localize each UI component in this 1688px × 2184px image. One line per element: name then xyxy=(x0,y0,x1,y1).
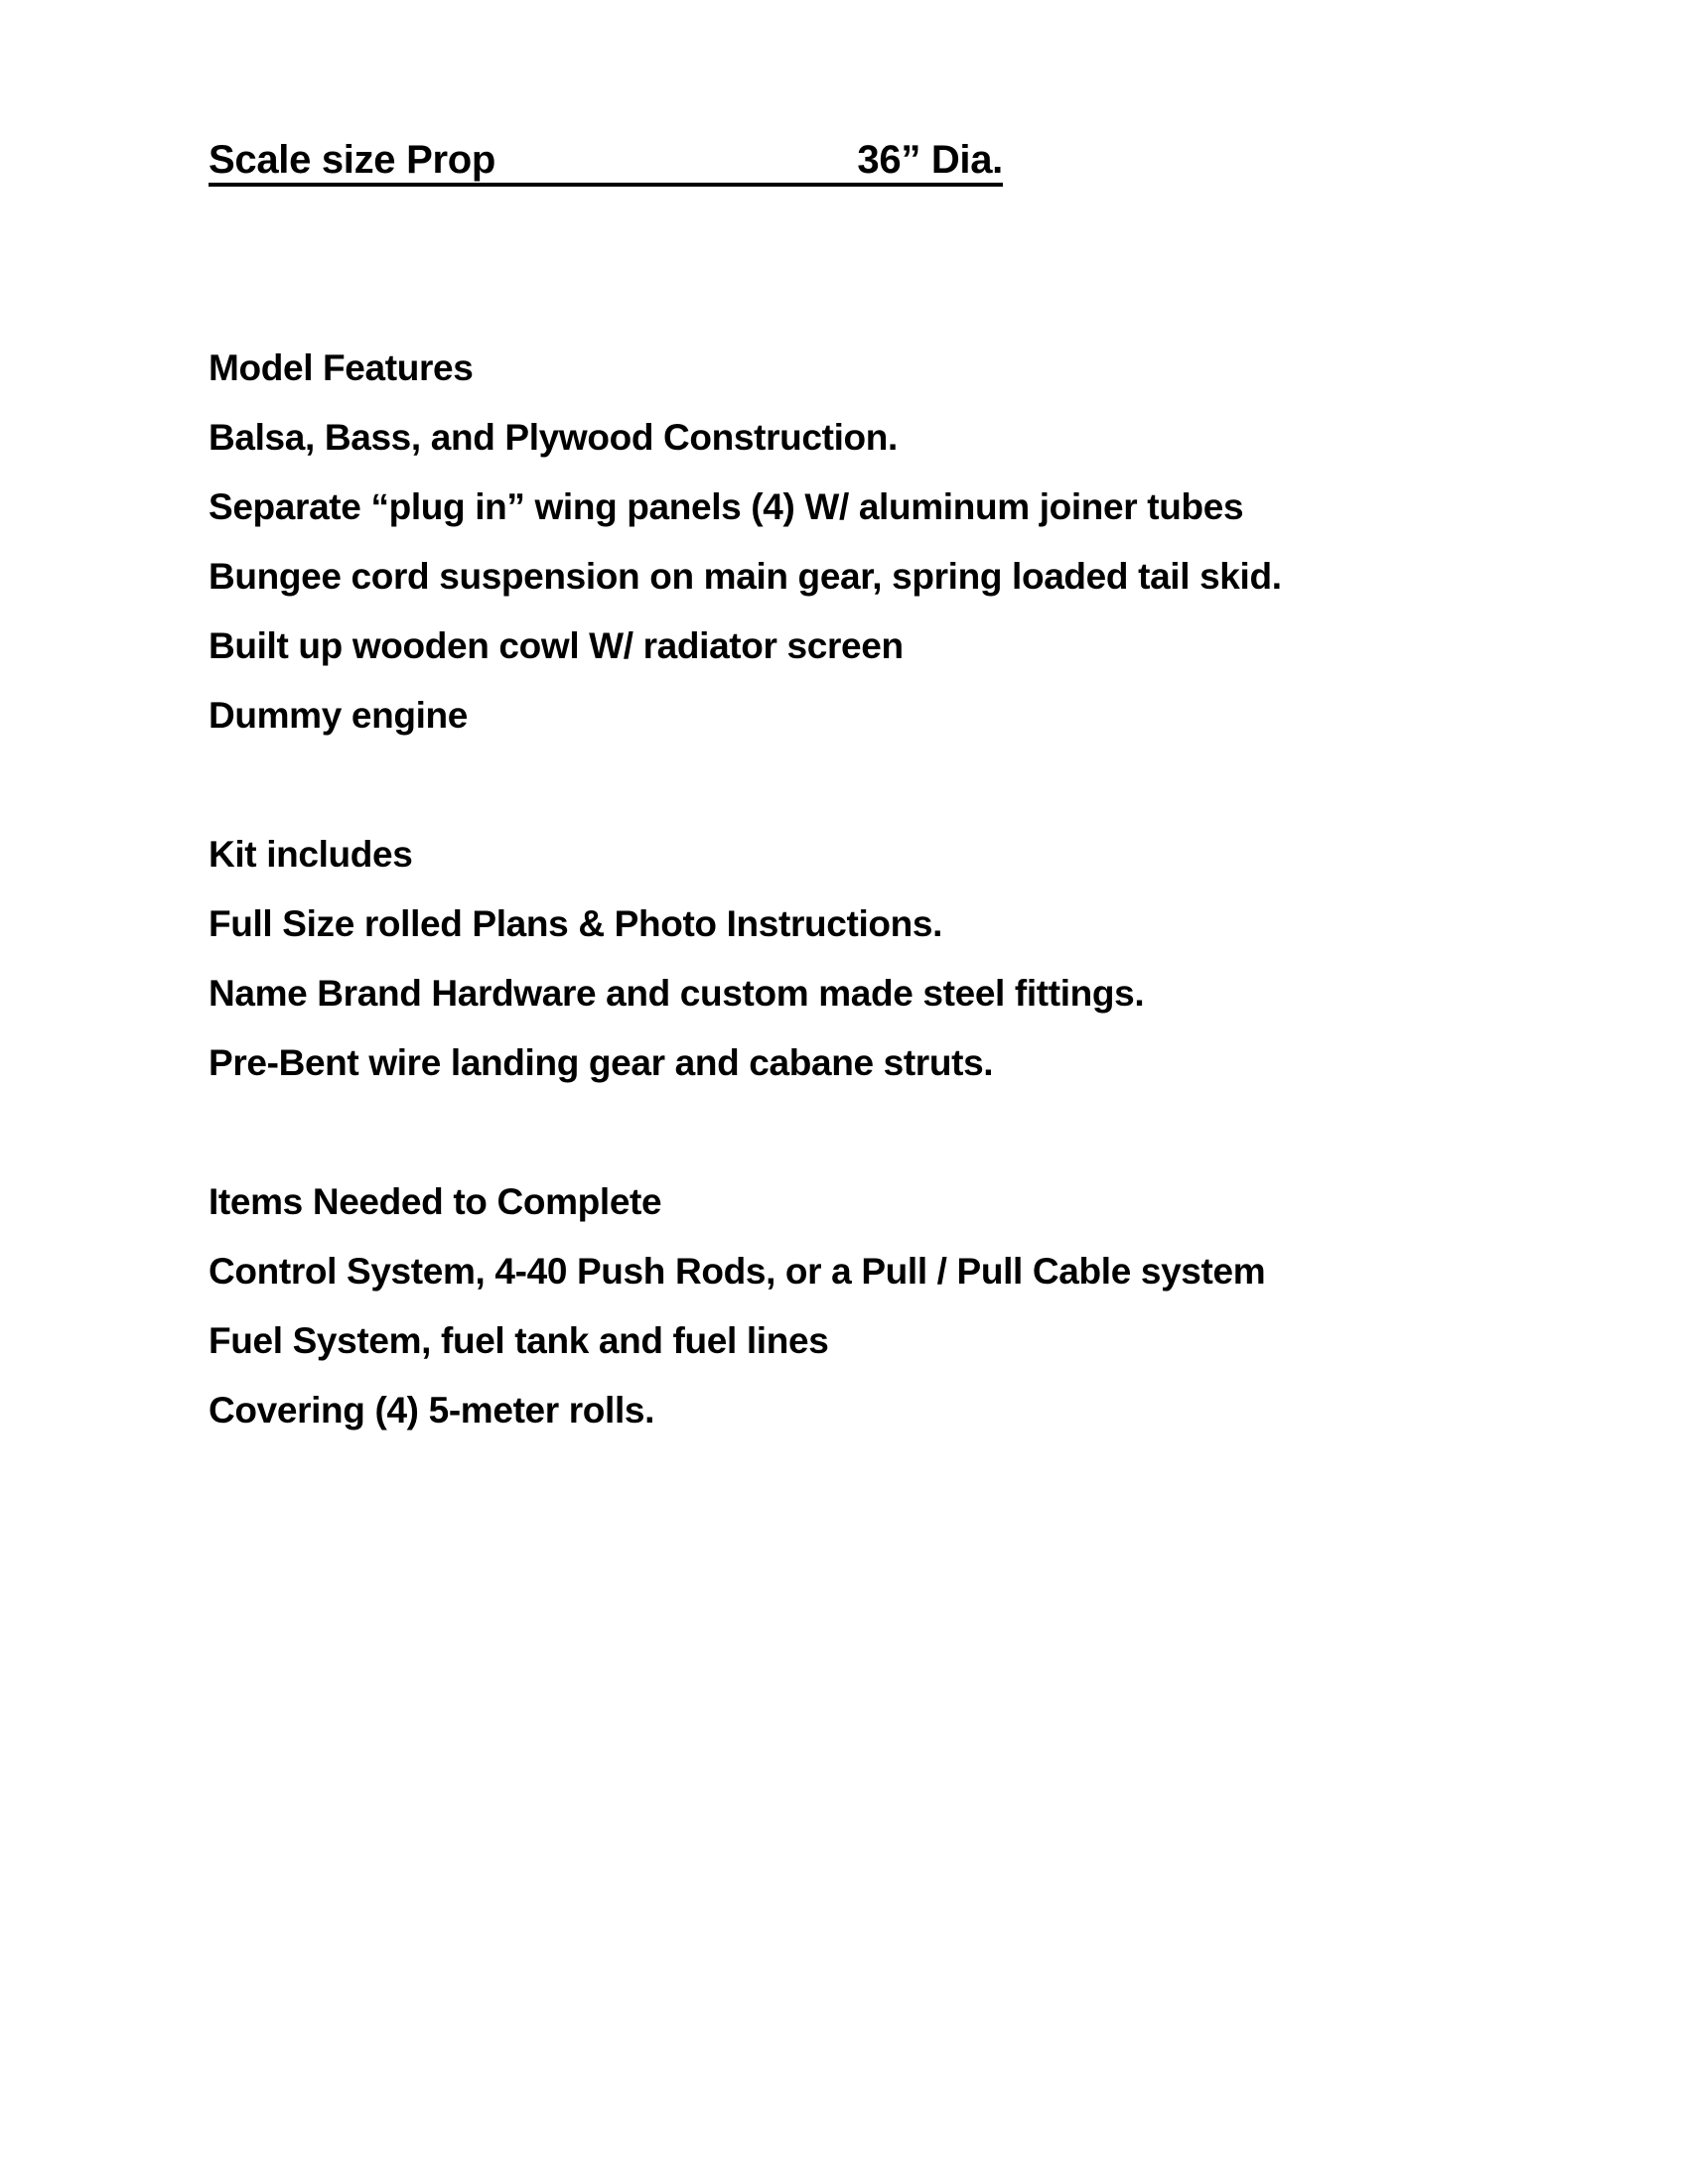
needed-line: Control System, 4-40 Push Rods, or a Pull / Pull Cable system xyxy=(209,1251,1266,1293)
section-gap xyxy=(209,751,1489,820)
document-heading xyxy=(209,139,1003,187)
document-body xyxy=(209,139,1489,1445)
section-header-items-needed: Items Needed to Complete xyxy=(209,1181,662,1223)
section-items-needed xyxy=(209,1167,1489,1445)
kit-line: Pre-Bent wire landing gear and cabane struts. xyxy=(209,1042,994,1084)
section-kit-includes xyxy=(209,820,1489,1098)
heading-title: Scale size Prop xyxy=(209,138,495,182)
section-model-features xyxy=(209,334,1489,751)
feature-line: Dummy engine xyxy=(209,695,469,737)
section-gap xyxy=(209,1098,1489,1167)
needed-line: Covering (4) 5-meter rolls. xyxy=(209,1390,655,1432)
section-header-model-features: Model Features xyxy=(209,347,474,389)
feature-line: Separate “plug in” wing panels (4) W/ aluminum joiner tubes xyxy=(209,486,1244,528)
heading-bottom-gap xyxy=(209,195,1489,334)
feature-line: Built up wooden cowl W/ radiator screen xyxy=(209,625,904,667)
kit-line: Name Brand Hardware and custom made steel fittings. xyxy=(209,973,1145,1015)
feature-line: Bungee cord suspension on main gear, spring loaded tail skid. xyxy=(209,556,1282,598)
heading-prop-diameter: 36” Dia. xyxy=(857,138,1003,182)
kit-line: Full Size rolled Plans & Photo Instructions. xyxy=(209,903,943,945)
feature-line: Balsa, Bass, and Plywood Construction. xyxy=(209,417,898,459)
needed-line: Fuel System, fuel tank and fuel lines xyxy=(209,1320,829,1362)
section-header-kit-includes: Kit includes xyxy=(209,834,413,876)
